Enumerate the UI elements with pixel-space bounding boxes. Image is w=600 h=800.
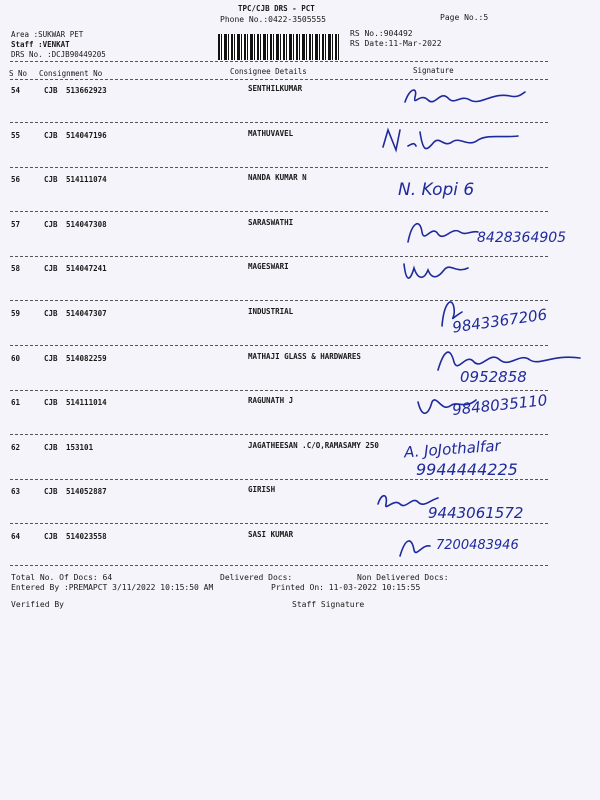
staff: Staff :VENKAT — [11, 40, 70, 49]
col-consignment: Consignment No — [39, 69, 103, 78]
document-title: TPC/CJB DRS - PCT — [238, 4, 315, 13]
row-sno: 63 — [11, 487, 21, 497]
row-consignment-number: 514082259 — [66, 353, 107, 363]
phone-number: Phone No.:0422-3505555 — [220, 15, 326, 24]
row-divider — [10, 167, 548, 168]
signature-phone-62: 9944444225 — [416, 460, 518, 479]
verified-by: Verified By — [11, 600, 64, 609]
row-consignee: NANDA KUMAR N — [248, 173, 307, 183]
row-sno: 58 — [11, 264, 21, 274]
total-docs: Total No. Of Docs: 64 — [11, 573, 113, 582]
row-consignment-number: 514047308 — [66, 219, 107, 229]
row-sno: 54 — [11, 86, 21, 95]
row-sno: 62 — [11, 442, 21, 452]
signature-phone-60: 0952858 — [460, 368, 527, 386]
row-consignee: JAGATHEESAN .C/O,RAMASAMY 250 — [248, 440, 379, 450]
signature-phone-59: 9843367206 — [451, 305, 549, 337]
row-prefix: CJB — [44, 532, 58, 541]
signature-phone-64: 7200483946 — [436, 538, 519, 553]
printed-on: Printed On: 11-03-2022 10:15:55 — [271, 583, 421, 592]
row-consignee: SENTHILKUMAR — [248, 84, 303, 93]
row-sno: 55 — [11, 130, 21, 140]
col-signature: Signature — [413, 66, 454, 75]
row-prefix: CJB — [44, 219, 58, 229]
row-consignee: RAGUNATH J — [248, 396, 294, 406]
row-sno: 60 — [11, 353, 21, 363]
row-consignee: SARASWATHI — [248, 217, 294, 227]
row-consignee: SASI KUMAR — [248, 530, 294, 539]
row-prefix: CJB — [44, 175, 58, 185]
barcode-image — [218, 34, 340, 60]
row-sno: 56 — [11, 175, 21, 185]
row-consignee: MATHUVAVEL — [248, 128, 294, 138]
row-sno: 61 — [11, 398, 21, 408]
col-sno: S No — [9, 69, 28, 78]
row-consignment-number: 514047307 — [66, 309, 107, 318]
rs-number: RS No.:904492 — [350, 29, 413, 38]
row-sno: 59 — [11, 309, 21, 318]
row-consignment-number: 514047196 — [66, 130, 107, 140]
col-consignee: Consignee Details — [230, 67, 307, 76]
divider — [10, 61, 548, 62]
drs-number: DRS No. :DCJB90449205 — [11, 50, 106, 59]
row-consignment-number: 514023558 — [66, 532, 107, 541]
signature-row-62: A. JoJothalfar — [403, 436, 502, 462]
row-consignee: MATHAJI GLASS & HARDWARES — [248, 351, 361, 361]
signature-row-55 — [378, 122, 528, 158]
row-consignment-number: 514111014 — [66, 398, 107, 408]
row-consignment-number: 514047241 — [66, 264, 107, 274]
row-consignment-number: 514052887 — [66, 487, 107, 497]
delivered-docs: Delivered Docs: — [220, 573, 293, 582]
row-prefix: CJB — [44, 487, 58, 497]
row-consignment-number: 153101 — [66, 442, 94, 452]
staff-signature: Staff Signature — [292, 600, 365, 609]
row-consignee: GIRISH — [248, 485, 276, 495]
row-prefix: CJB — [44, 86, 58, 95]
non-delivered-docs: Non Delivered Docs: — [357, 573, 449, 582]
row-consignment-number: 513662923 — [66, 86, 107, 95]
signature-row-58 — [398, 254, 478, 290]
area: Area :SUKWAR PET — [11, 30, 84, 39]
row-prefix: CJB — [44, 309, 58, 318]
row-prefix: CJB — [44, 264, 58, 274]
row-sno: 64 — [11, 532, 21, 541]
row-prefix: CJB — [44, 442, 58, 452]
row-sno: 57 — [11, 219, 21, 229]
row-divider — [10, 434, 548, 435]
signature-phone-57: 8428364905 — [477, 230, 567, 246]
row-consignee: MAGESWARI — [248, 262, 289, 272]
rs-date: RS Date:11-Mar-2022 — [350, 39, 442, 48]
signature-row-56: N. Kopi 6 — [398, 180, 475, 200]
entered-by: Entered By :PREMAPCT 3/11/2022 10:15:50 AM — [11, 583, 214, 592]
page-number: Page No.:5 — [440, 13, 489, 22]
signature-row-57 — [402, 212, 482, 252]
signature-phone-61: 9848035110 — [451, 391, 549, 419]
row-divider — [10, 523, 548, 524]
row-consignment-number: 514111074 — [66, 175, 107, 185]
signature-row-64 — [396, 532, 436, 562]
signature-row-54 — [400, 82, 530, 118]
row-prefix: CJB — [44, 130, 58, 140]
signature-phone-63: 9443061572 — [428, 504, 524, 522]
divider — [10, 79, 548, 80]
divider — [10, 565, 548, 566]
row-prefix: CJB — [44, 398, 58, 408]
row-consignee: INDUSTRIAL — [248, 307, 294, 316]
row-prefix: CJB — [44, 353, 58, 363]
